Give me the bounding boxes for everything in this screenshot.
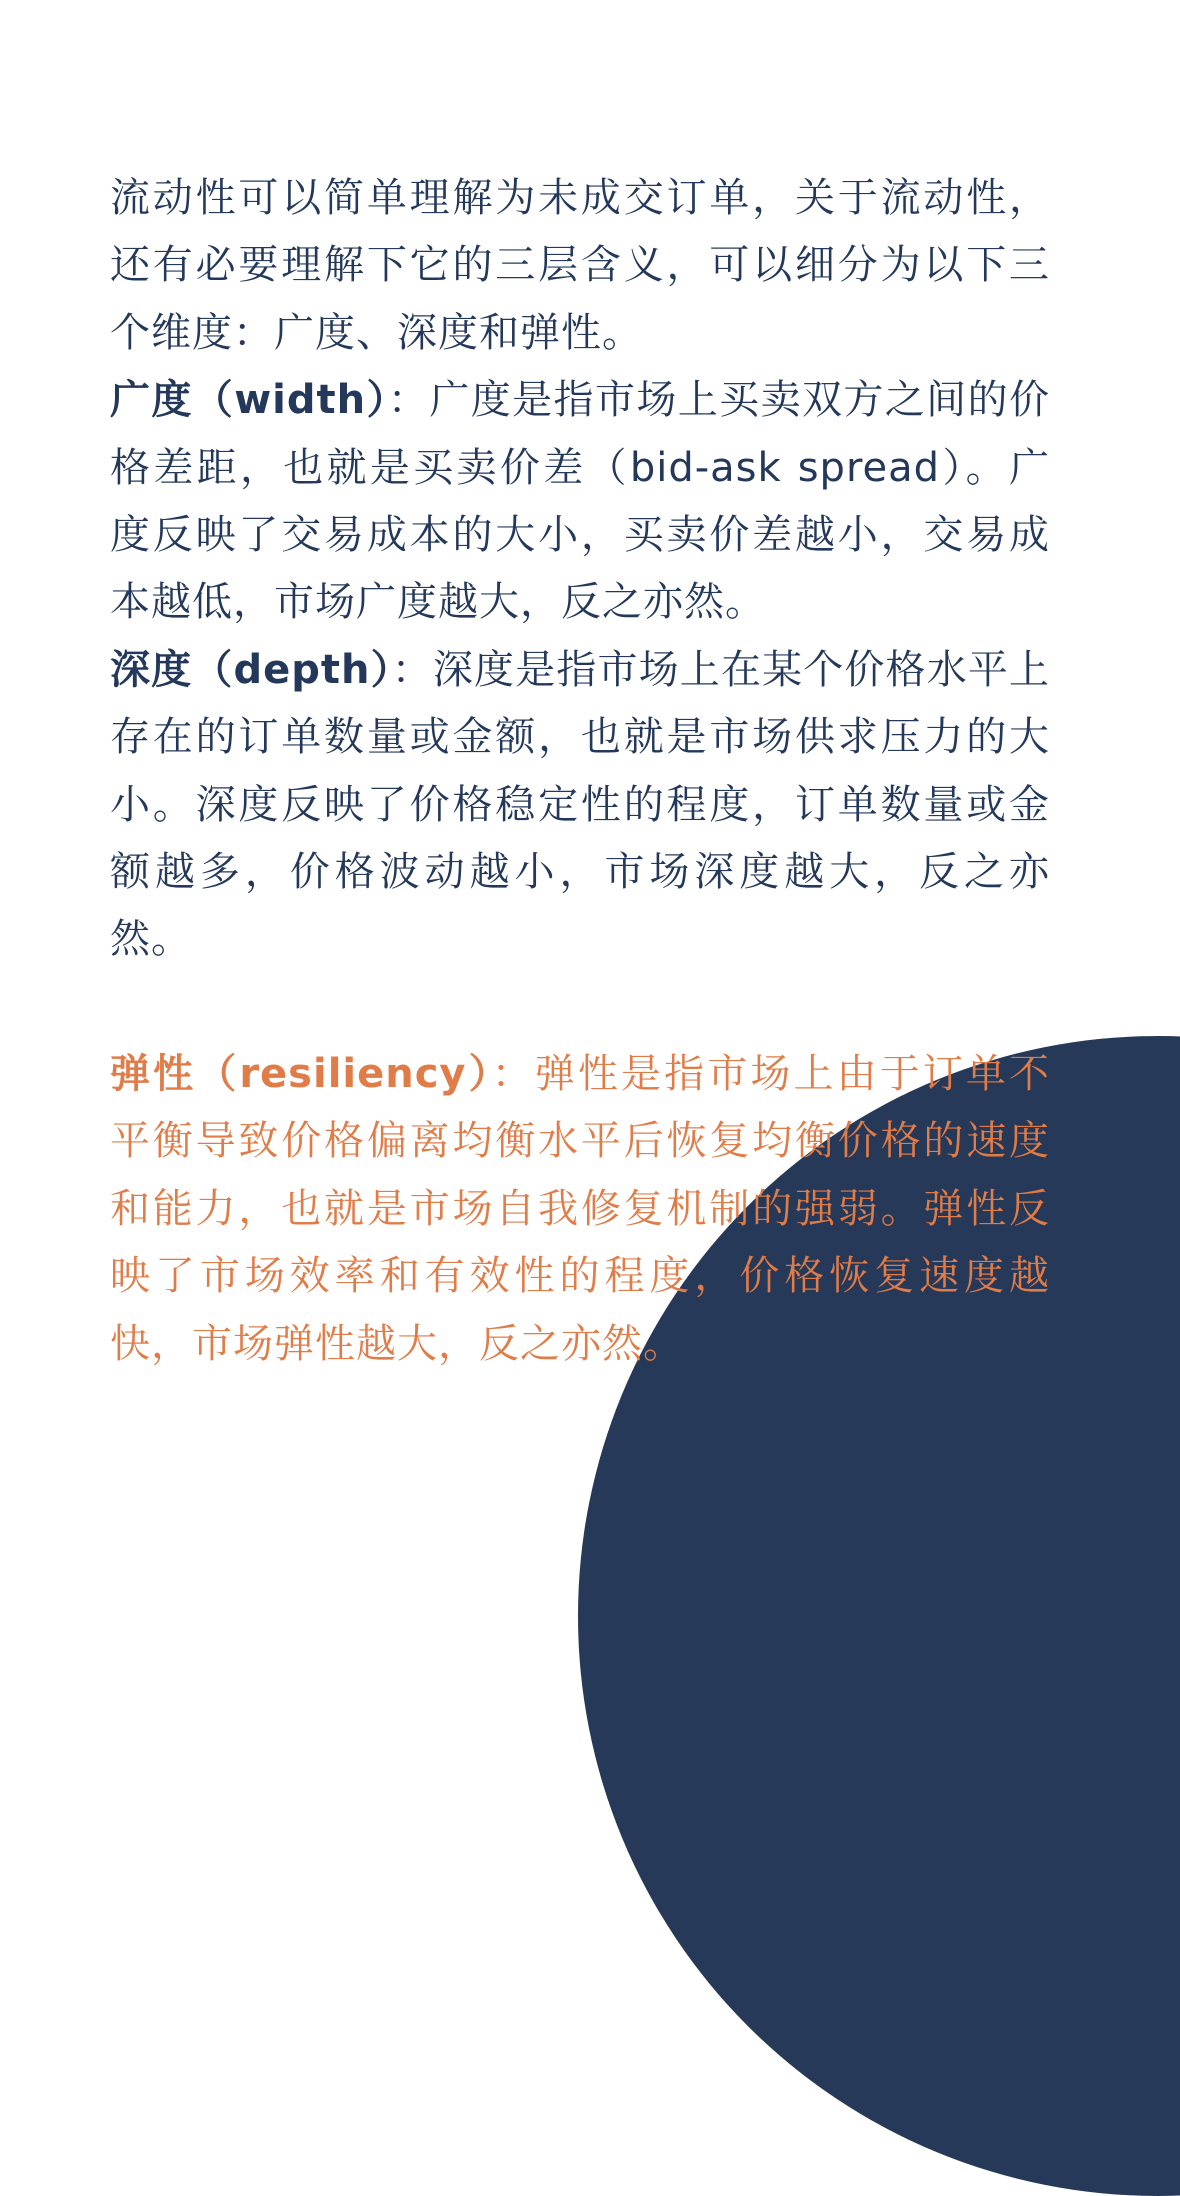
intro-text: 流动性可以简单理解为未成交订单，关于流动性，还有必要理解下它的三层含义，可以细分为以下三个维度：广度、深度和弹性。 [110, 175, 1050, 356]
width-paragraph [110, 367, 1050, 637]
resiliency-term: 弹性（resiliency） [110, 1050, 492, 1097]
depth-term: 深度（depth） [110, 646, 392, 693]
intro-paragraph [110, 165, 1050, 367]
depth-paragraph [110, 637, 1050, 974]
width-term: 广度（width） [110, 377, 388, 424]
depth-text: ：深度是指市场上在某个价格水平上存在的订单数量或金额，也就是市场供求压力的大小。深度反映了价格稳定性的程度，订单数量或金额越多，价格波动越小，市场深度越大，反之亦然。 [110, 646, 1050, 963]
resiliency-paragraph [110, 1041, 1050, 1378]
article-body [110, 165, 1050, 1378]
resiliency-text: ：弹性是指市场上由于订单不平衡导致价格偏离均衡水平后恢复均衡价格的速度和能力，也就是市场自我修复机制的强弱。弹性反映了市场效率和有效性的程度，价格恢复速度越快，市场弹性越大，反之亦然。 [110, 1050, 1051, 1367]
width-text: ：广度是指市场上买卖双方之间的价格差距，也就是买卖价差（bid-ask spread）。广度反映了交易成本的大小，买卖价差越小，交易成本越低，市场广度越大，反之亦然。 [110, 377, 1050, 626]
